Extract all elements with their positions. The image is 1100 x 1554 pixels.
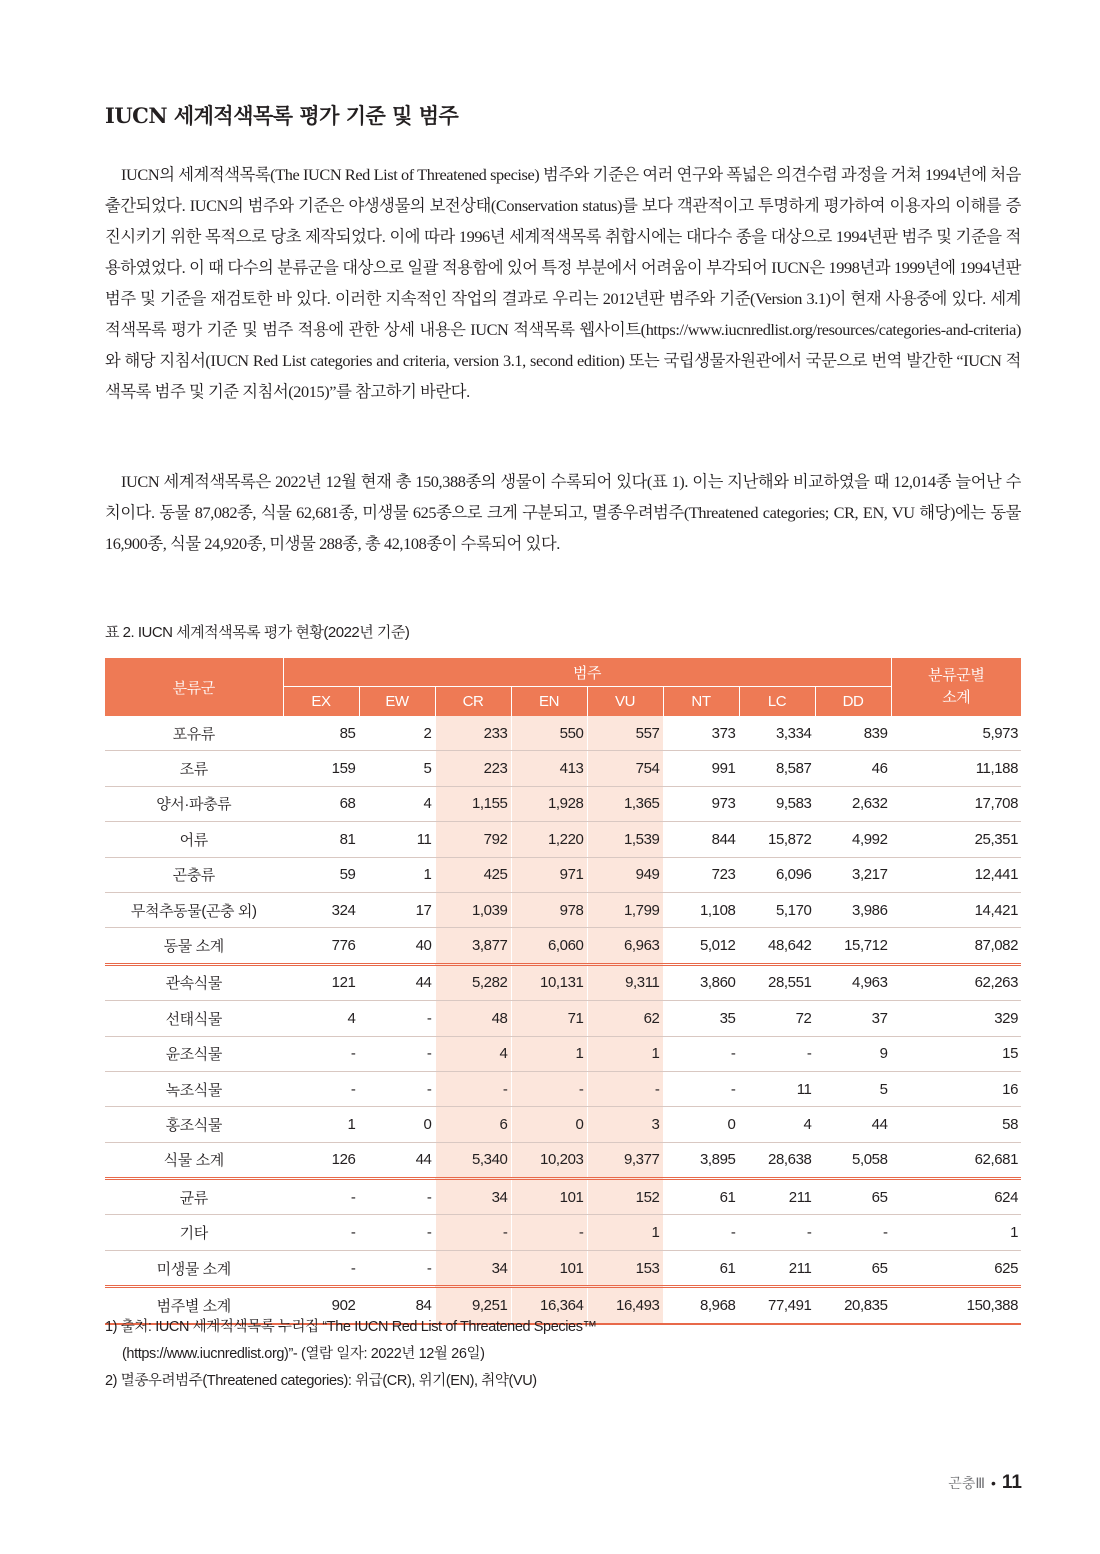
- table-notes: [105, 1314, 597, 1395]
- table-row: [105, 892, 1021, 927]
- table-cell: -: [359, 1250, 435, 1286]
- header-subtotal: [891, 658, 1021, 716]
- table-cell: 16,364: [511, 1287, 587, 1324]
- table-cell: 1,108: [663, 892, 739, 927]
- table-cell: 5,340: [435, 1142, 511, 1178]
- table-cell: -: [739, 1036, 815, 1071]
- row-label: 관속식물: [105, 964, 283, 1000]
- table-cell: 5,012: [663, 928, 739, 964]
- note-threatened-categories: 2) 멸종우려범주(Threatened categories): 위급(CR), 위기(EN), 취약(VU): [105, 1373, 537, 1389]
- table-row: [105, 716, 1021, 751]
- section-heading: IUCN 세계적색목록 평가 기준 및 범주: [105, 103, 459, 128]
- table-cell: 11: [359, 822, 435, 857]
- table-cell: 152: [587, 1179, 663, 1215]
- table-cell: 9,377: [587, 1142, 663, 1178]
- table-cell: 373: [663, 716, 739, 751]
- table-cell: 3,217: [815, 857, 891, 892]
- table-cell: 413: [511, 751, 587, 786]
- column-header: CR: [435, 687, 511, 717]
- note-source: 1) 출처: IUCN 세계적색목록 누리집 “The IUCN Red List of Threatened Species™: [105, 1319, 597, 1335]
- table-cell: 48,642: [739, 928, 815, 964]
- table-cell: 1,155: [435, 786, 511, 821]
- row-label: 어류: [105, 822, 283, 857]
- row-subtotal-cell: 15: [891, 1036, 1021, 1071]
- table-cell: 1,365: [587, 786, 663, 821]
- table-cell: 10,131: [511, 964, 587, 1000]
- table-cell: 5: [359, 751, 435, 786]
- row-label: 윤조식물: [105, 1036, 283, 1071]
- table-cell: -: [359, 1215, 435, 1250]
- table-cell: 557: [587, 716, 663, 751]
- table-cell: 3,895: [663, 1142, 739, 1178]
- table-cell: 101: [511, 1179, 587, 1215]
- column-header: LC: [739, 687, 815, 717]
- row-subtotal-cell: 624: [891, 1179, 1021, 1215]
- row-label: 동물 소계: [105, 928, 283, 964]
- table-row: [105, 1001, 1021, 1036]
- table-cell: -: [359, 1001, 435, 1036]
- table-cell: 85: [283, 716, 359, 751]
- row-label: 양서·파충류: [105, 786, 283, 821]
- table-cell: -: [283, 1215, 359, 1250]
- table-cell: 971: [511, 857, 587, 892]
- table-cell: 4,992: [815, 822, 891, 857]
- table-cell: 72: [739, 1001, 815, 1036]
- table-cell: 9: [815, 1036, 891, 1071]
- table-row: [105, 1142, 1021, 1178]
- table-cell: 101: [511, 1250, 587, 1286]
- table-cell: 233: [435, 716, 511, 751]
- table-cell: 37: [815, 1001, 891, 1036]
- table-cell: 792: [435, 822, 511, 857]
- table-cell: -: [739, 1215, 815, 1250]
- table-cell: 84: [359, 1287, 435, 1324]
- row-label: 범주별 소계: [105, 1287, 283, 1324]
- row-label: 선태식물: [105, 1001, 283, 1036]
- column-header: NT: [663, 687, 739, 717]
- row-label: 균류: [105, 1179, 283, 1215]
- table-cell: -: [663, 1215, 739, 1250]
- table-cell: 949: [587, 857, 663, 892]
- table-cell: 5,170: [739, 892, 815, 927]
- table-cell: 4: [283, 1001, 359, 1036]
- table-cell: -: [359, 1036, 435, 1071]
- table-cell: -: [663, 1071, 739, 1106]
- header-taxon-group: 분류군: [105, 658, 283, 716]
- table-cell: 1: [511, 1036, 587, 1071]
- table-cell: 16,493: [587, 1287, 663, 1324]
- row-label: 곤충류: [105, 857, 283, 892]
- row-subtotal-cell: 329: [891, 1001, 1021, 1036]
- table-cell: 8,968: [663, 1287, 739, 1324]
- table-cell: 15,712: [815, 928, 891, 964]
- table-cell: 77,491: [739, 1287, 815, 1324]
- row-label: 포유류: [105, 716, 283, 751]
- table-cell: 65: [815, 1179, 891, 1215]
- table-body: [105, 716, 1021, 1324]
- row-subtotal-cell: 87,082: [891, 928, 1021, 964]
- table-cell: 11: [739, 1071, 815, 1106]
- table-row: [105, 928, 1021, 964]
- table-cell: 978: [511, 892, 587, 927]
- table-cell: 9,251: [435, 1287, 511, 1324]
- table-cell: 4: [739, 1107, 815, 1142]
- row-subtotal-cell: 150,388: [891, 1287, 1021, 1324]
- table-cell: 28,638: [739, 1142, 815, 1178]
- table-cell: 4: [359, 786, 435, 821]
- table-cell: 1: [283, 1107, 359, 1142]
- header-subtotal-label: 분류군별 소계: [928, 667, 985, 706]
- table-cell: 1: [587, 1036, 663, 1071]
- column-header: EW: [359, 687, 435, 717]
- note-source-url: (https://www.iucnredlist.org)”- (열람 일자: 2022년 12월 26일): [122, 1346, 485, 1362]
- header-category: 범주: [283, 658, 891, 687]
- table-cell: -: [511, 1071, 587, 1106]
- table-cell: -: [435, 1215, 511, 1250]
- table-cell: 5,058: [815, 1142, 891, 1178]
- row-subtotal-cell: 62,681: [891, 1142, 1021, 1178]
- table-cell: 8,587: [739, 751, 815, 786]
- row-label: 홍조식물: [105, 1107, 283, 1142]
- table-cell: 68: [283, 786, 359, 821]
- table-cell: 3,986: [815, 892, 891, 927]
- table-row: [105, 1179, 1021, 1215]
- table-cell: 4: [435, 1036, 511, 1071]
- table-cell: 61: [663, 1250, 739, 1286]
- row-subtotal-cell: 625: [891, 1250, 1021, 1286]
- table-cell: 991: [663, 751, 739, 786]
- row-label: 무척추동물(곤충 외): [105, 892, 283, 927]
- table-row: [105, 786, 1021, 821]
- table-cell: 44: [359, 964, 435, 1000]
- table-cell: 9,311: [587, 964, 663, 1000]
- row-subtotal-cell: 25,351: [891, 822, 1021, 857]
- table-cell: -: [359, 1071, 435, 1106]
- table-cell: -: [587, 1071, 663, 1106]
- table-cell: 1: [359, 857, 435, 892]
- table-cell: 65: [815, 1250, 891, 1286]
- page-footer: [948, 1472, 1022, 1494]
- table-cell: -: [815, 1215, 891, 1250]
- page-number: 11: [1001, 1472, 1022, 1493]
- table-row: [105, 1071, 1021, 1106]
- row-subtotal-cell: 16: [891, 1071, 1021, 1106]
- table-cell: -: [511, 1215, 587, 1250]
- table-cell: -: [359, 1179, 435, 1215]
- table-cell: 28,551: [739, 964, 815, 1000]
- table-cell: 425: [435, 857, 511, 892]
- row-label: 조류: [105, 751, 283, 786]
- table-cell: 5,282: [435, 964, 511, 1000]
- table-cell: -: [283, 1179, 359, 1215]
- row-subtotal-cell: 58: [891, 1107, 1021, 1142]
- table-cell: 15,872: [739, 822, 815, 857]
- table-cell: 34: [435, 1250, 511, 1286]
- table-cell: 20,835: [815, 1287, 891, 1324]
- table-cell: 1,539: [587, 822, 663, 857]
- table-cell: -: [435, 1071, 511, 1106]
- column-header: EN: [511, 687, 587, 717]
- paragraph-2: IUCN 세계적색목록은 2022년 12월 현재 총 150,388종의 생물이 수록되어 있다(표 1). 이는 지난해와 비교하였을 때 12,014종 늘어난 수치이다. 동물 87,082종, 식물 62,681종, 미생물 625종으로 크게 구분되고, 멸종우려범주(Threatened categories; CR, EN, VU 해당)에는 동물 16,900종, 식물 24,920종, 미생물 288종, 총 42,108종이 수록되어 있다.: [105, 472, 1021, 553]
- table-cell: 211: [739, 1250, 815, 1286]
- table-row: [105, 857, 1021, 892]
- column-header: VU: [587, 687, 663, 717]
- paragraph-1: IUCN의 세계적색목록(The IUCN Red List of Threatened specise) 범주와 기준은 여러 연구와 폭넓은 의견수렴 과정을 거쳐 1994년에 처음 출간되었다. IUCN의 범주와 기준은 야생생물의 보전상태(Conservation status)를 보다 객관적이고 투명하게 평가하여 이용자의 이해를 증진시키기 위한 목적으로 당초 제작되었다. 이에 따라 1996년 세계적색목록 취합시에는 대다수 종을 대상으로 1994년판 범주 및 기준을 적용하였었다. 이 때 다수의 분류군을 대상으로 일괄 적용함에 있어 특정 부분에서 어려움이 부각되어 IUCN은 1998년과 1999년에 1994년판 범주 및 기준을 재검토한 바 있다. 이러한 지속적인 작업의 결과로 우리는 2012년판 범주와 기준(Version 3.1)이 현재 사용중에 있다. 세계적색목록 평가 기준 및 범주 적용에 관한 상세 내용은 IUCN 적색목록 웹사이트(https://www.iucnredlist.org/resources/categories-and-criteria)와 해당 지침서(IUCN Red List categories and criteria, version 3.1, second edition) 또는 국립생물자원관에서 국문으로 번역 발간한 “IUCN 적색목록 범주 및 기준 지침서(2015)”를 참고하기 바란다.: [105, 165, 1021, 401]
- table-cell: 776: [283, 928, 359, 964]
- row-subtotal-cell: 62,263: [891, 964, 1021, 1000]
- table-cell: 81: [283, 822, 359, 857]
- table-cell: 48: [435, 1001, 511, 1036]
- table-cell: 0: [359, 1107, 435, 1142]
- table-cell: 754: [587, 751, 663, 786]
- table-cell: 723: [663, 857, 739, 892]
- row-subtotal-cell: 5,973: [891, 716, 1021, 751]
- table-cell: 1: [587, 1215, 663, 1250]
- table-cell: 902: [283, 1287, 359, 1324]
- table-cell: 6,060: [511, 928, 587, 964]
- table-cell: 159: [283, 751, 359, 786]
- table-cell: 324: [283, 892, 359, 927]
- table-cell: 5: [815, 1071, 891, 1106]
- table-cell: 44: [359, 1142, 435, 1178]
- iucn-assessment-table: [105, 658, 1021, 1325]
- table-cell: 3: [587, 1107, 663, 1142]
- table-row: [105, 822, 1021, 857]
- row-subtotal-cell: 14,421: [891, 892, 1021, 927]
- table-cell: 34: [435, 1179, 511, 1215]
- table-cell: 6: [435, 1107, 511, 1142]
- table-row: [105, 1215, 1021, 1250]
- table-cell: 71: [511, 1001, 587, 1036]
- table-cell: 211: [739, 1179, 815, 1215]
- table-cell: 126: [283, 1142, 359, 1178]
- table-cell: 61: [663, 1179, 739, 1215]
- table-cell: 46: [815, 751, 891, 786]
- column-header: EX: [283, 687, 359, 717]
- table-cell: 2,632: [815, 786, 891, 821]
- table-cell: 153: [587, 1250, 663, 1286]
- table-row: [105, 1107, 1021, 1142]
- table-title: 표 2. IUCN 세계적색목록 평가 현황(2022년 기준): [105, 624, 410, 641]
- table-cell: 2: [359, 716, 435, 751]
- table-cell: 6,963: [587, 928, 663, 964]
- table-cell: 17: [359, 892, 435, 927]
- table-cell: 35: [663, 1001, 739, 1036]
- table-cell: 3,877: [435, 928, 511, 964]
- table-cell: 844: [663, 822, 739, 857]
- row-subtotal-cell: 1: [891, 1215, 1021, 1250]
- table-cell: 1,220: [511, 822, 587, 857]
- row-subtotal-cell: 11,188: [891, 751, 1021, 786]
- table-cell: 1,928: [511, 786, 587, 821]
- table-cell: 59: [283, 857, 359, 892]
- table-cell: 44: [815, 1107, 891, 1142]
- table-cell: 839: [815, 716, 891, 751]
- table-cell: 9,583: [739, 786, 815, 821]
- table-cell: 973: [663, 786, 739, 821]
- table-row: [105, 964, 1021, 1000]
- table-cell: 3,334: [739, 716, 815, 751]
- table-row: [105, 1250, 1021, 1286]
- row-label: 미생물 소계: [105, 1250, 283, 1286]
- table-cell: -: [283, 1036, 359, 1071]
- row-subtotal-cell: 17,708: [891, 786, 1021, 821]
- row-subtotal-cell: 12,441: [891, 857, 1021, 892]
- table-cell: 223: [435, 751, 511, 786]
- table-cell: 62: [587, 1001, 663, 1036]
- row-label: 기타: [105, 1215, 283, 1250]
- table-cell: 1,039: [435, 892, 511, 927]
- table-cell: -: [283, 1071, 359, 1106]
- table-cell: 1,799: [587, 892, 663, 927]
- footer-section: 곤충Ⅲ: [948, 1475, 985, 1491]
- column-header: DD: [815, 687, 891, 717]
- table-cell: 3,860: [663, 964, 739, 1000]
- table-cell: 0: [663, 1107, 739, 1142]
- table-cell: 40: [359, 928, 435, 964]
- table-cell: -: [663, 1036, 739, 1071]
- table-cell: 4,963: [815, 964, 891, 1000]
- table-cell: 550: [511, 716, 587, 751]
- table-cell: 121: [283, 964, 359, 1000]
- table-cell: 6,096: [739, 857, 815, 892]
- table-row: [105, 1036, 1021, 1071]
- table-cell: 10,203: [511, 1142, 587, 1178]
- footer-separator: •: [991, 1475, 996, 1491]
- table-cell: 0: [511, 1107, 587, 1142]
- row-label: 식물 소계: [105, 1142, 283, 1178]
- row-label: 녹조식물: [105, 1071, 283, 1106]
- table-cell: -: [283, 1250, 359, 1286]
- table-row: [105, 751, 1021, 786]
